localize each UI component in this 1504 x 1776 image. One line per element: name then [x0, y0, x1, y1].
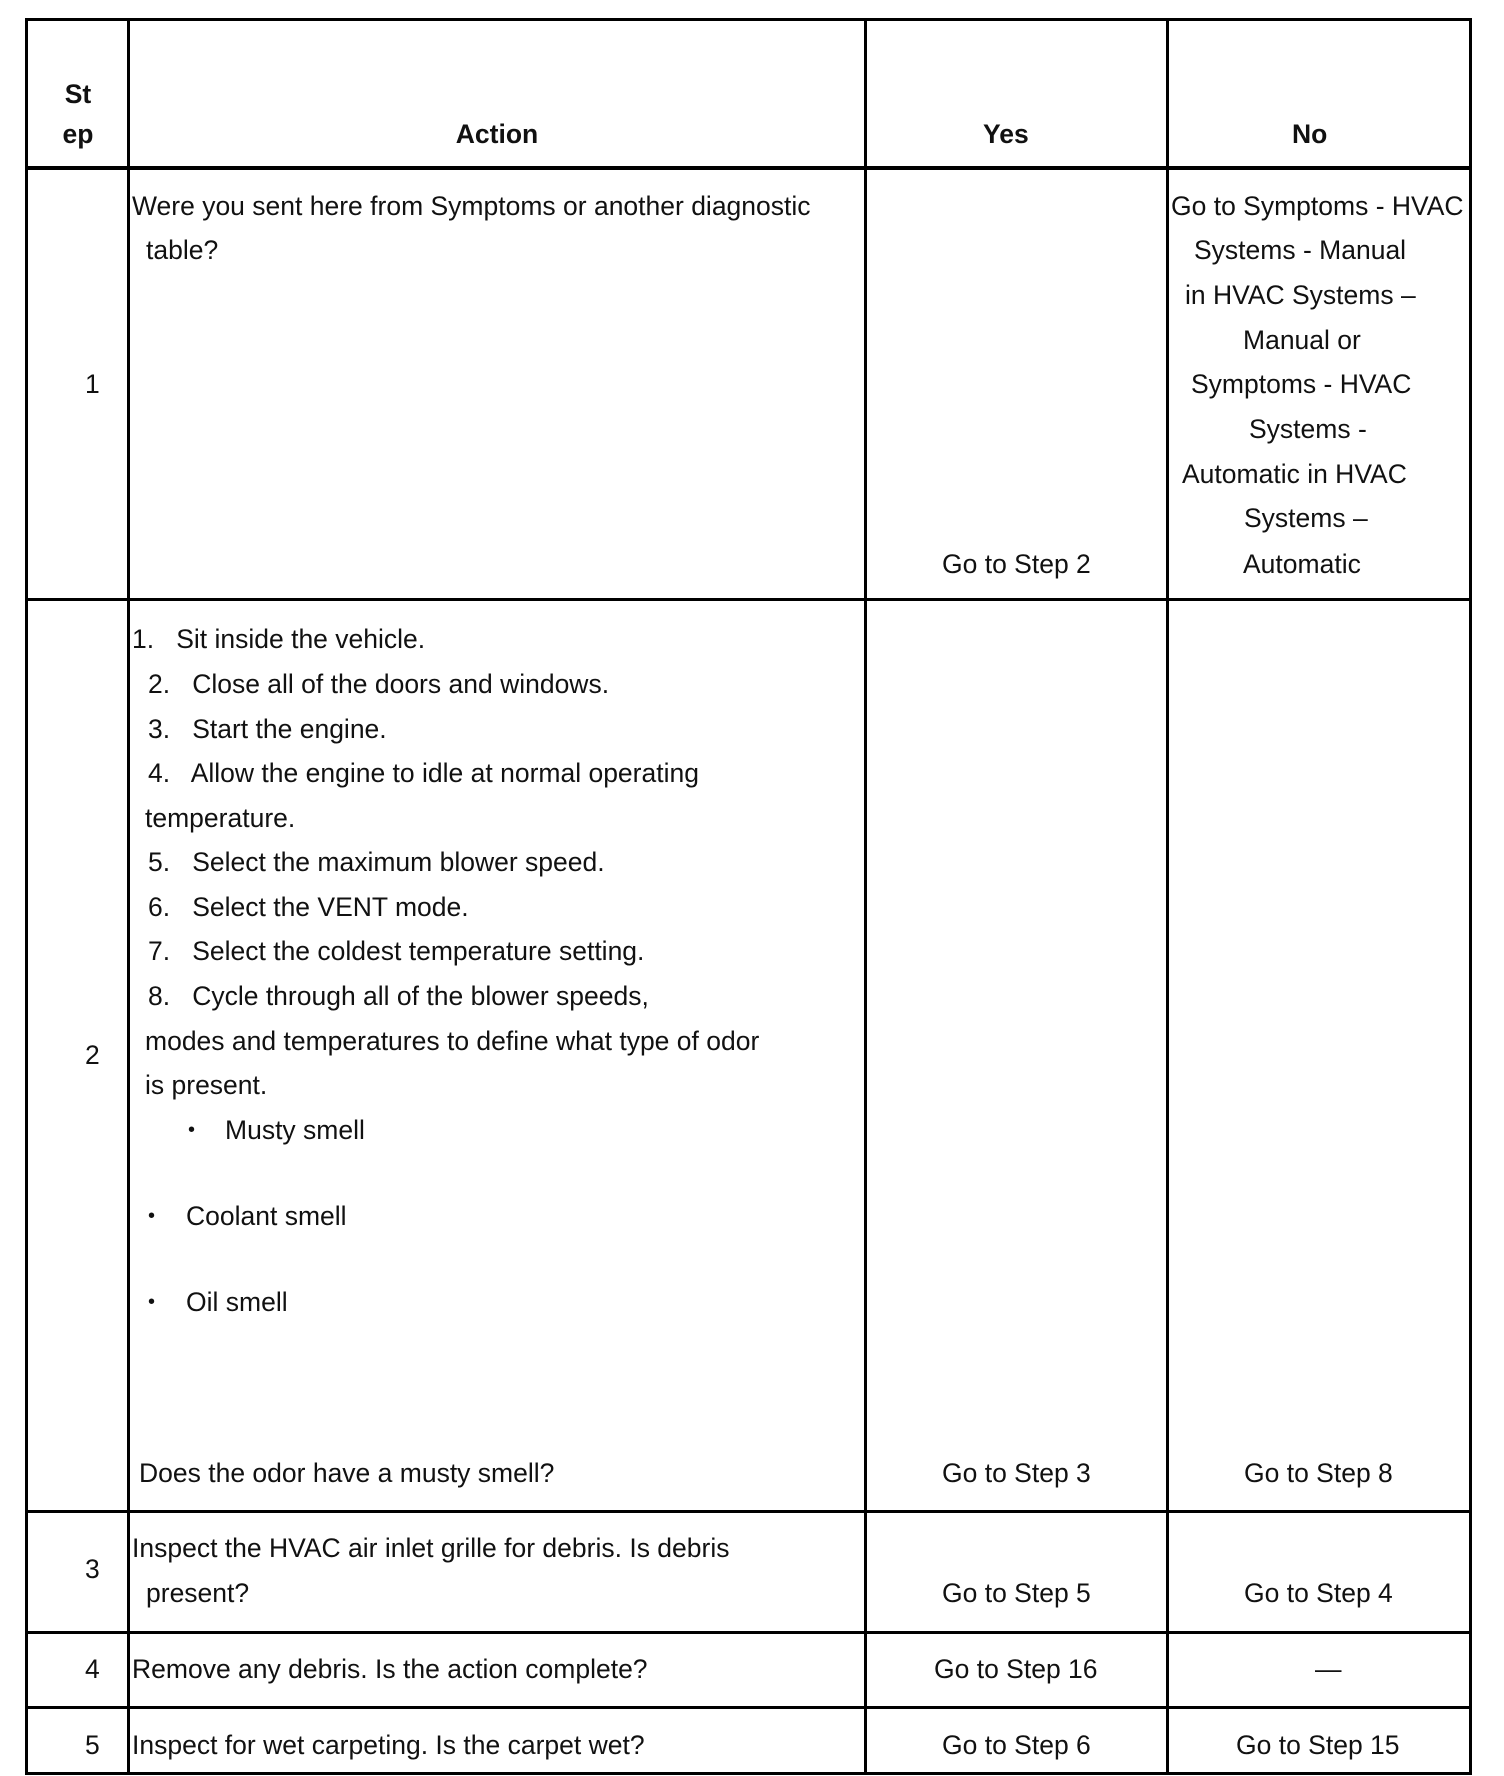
bullet-text: Musty smell — [225, 1115, 365, 1145]
action-step-8-continued: modes and temperatures to define what type of odor — [145, 1026, 760, 1056]
no-result-line: Go to Symptoms - HVAC — [1171, 191, 1464, 221]
no-result: Go to Step 4 — [1244, 1578, 1393, 1608]
action-step-8-continued: is present. — [145, 1070, 268, 1100]
row-divider-3 — [25, 1631, 1472, 1634]
no-result-line: Manual or — [1243, 325, 1361, 355]
action-step-7: 7. Select the coldest temperature setting. — [148, 936, 645, 966]
header-step-line-1: St — [64, 79, 92, 109]
header-divider — [25, 166, 1472, 170]
action-text: Inspect for wet carpeting. Is the carpet wet? — [132, 1730, 645, 1760]
table-border-left — [25, 18, 28, 1772]
header-action: Action — [455, 119, 539, 149]
yes-result: Go to Step 2 — [942, 549, 1091, 579]
step-number: 3 — [85, 1554, 100, 1584]
yes-result: Go to Step 5 — [942, 1578, 1091, 1608]
column-divider-action — [864, 18, 867, 1772]
bullet-text: Coolant smell — [186, 1201, 347, 1231]
yes-result: Go to Step 3 — [942, 1458, 1091, 1488]
action-text: present? — [146, 1578, 250, 1608]
action-text: Remove any debris. Is the action complete? — [132, 1654, 648, 1684]
step-number: 1 — [85, 369, 100, 399]
action-step-4-continued: temperature. — [145, 803, 296, 833]
no-result: — — [1315, 1654, 1342, 1684]
yes-result: Go to Step 16 — [934, 1654, 1098, 1684]
step-number: 2 — [85, 1040, 100, 1070]
no-result-line: Automatic — [1243, 549, 1361, 579]
bullet-icon: • — [188, 1119, 196, 1141]
row-divider-1 — [25, 598, 1472, 601]
row-divider-2 — [25, 1510, 1472, 1513]
action-step-4: 4. Allow the engine to idle at normal operating — [148, 758, 699, 788]
bullet-icon: • — [148, 1291, 156, 1313]
action-step-3: 3. Start the engine. — [148, 714, 387, 744]
no-result-line: Automatic in HVAC — [1182, 459, 1407, 489]
yes-result: Go to Step 6 — [942, 1730, 1091, 1760]
action-step-8: 8. Cycle through all of the blower speeds, — [148, 981, 649, 1011]
action-step-1: 1. Sit inside the vehicle. — [132, 624, 426, 654]
no-result-line: Systems – — [1244, 503, 1368, 533]
header-step-line-2: ep — [62, 119, 94, 149]
no-result: Go to Step 15 — [1236, 1730, 1400, 1760]
table-border-bottom — [25, 1772, 1472, 1775]
row-divider-4 — [25, 1706, 1472, 1709]
no-result-line: Symptoms - HVAC — [1191, 369, 1412, 399]
no-result: Go to Step 8 — [1244, 1458, 1393, 1488]
step-number: 5 — [85, 1730, 100, 1760]
bullet-text: Oil smell — [186, 1287, 288, 1317]
action-step-6: 6. Select the VENT mode. — [148, 892, 469, 922]
table-border-right — [1469, 18, 1472, 1772]
step-number: 4 — [85, 1654, 100, 1684]
no-result-line: in HVAC Systems – — [1185, 280, 1416, 310]
column-divider-yes — [1166, 18, 1169, 1772]
bullet-icon: • — [148, 1205, 156, 1227]
header-no: No — [1292, 119, 1328, 149]
column-divider-step — [127, 18, 130, 1772]
action-text: table? — [146, 235, 219, 265]
action-question: Does the odor have a musty smell? — [139, 1458, 555, 1488]
action-text: Were you sent here from Symptoms or another diagnostic — [132, 191, 811, 221]
header-yes: Yes — [983, 119, 1029, 149]
action-text: Inspect the HVAC air inlet grille for debris. Is debris — [132, 1533, 730, 1563]
no-result-line: Systems - Manual — [1194, 235, 1407, 265]
action-step-5: 5. Select the maximum blower speed. — [148, 847, 605, 877]
action-step-2: 2. Close all of the doors and windows. — [148, 669, 610, 699]
no-result-line: Systems - — [1249, 414, 1367, 444]
table-border-top — [25, 18, 1472, 21]
